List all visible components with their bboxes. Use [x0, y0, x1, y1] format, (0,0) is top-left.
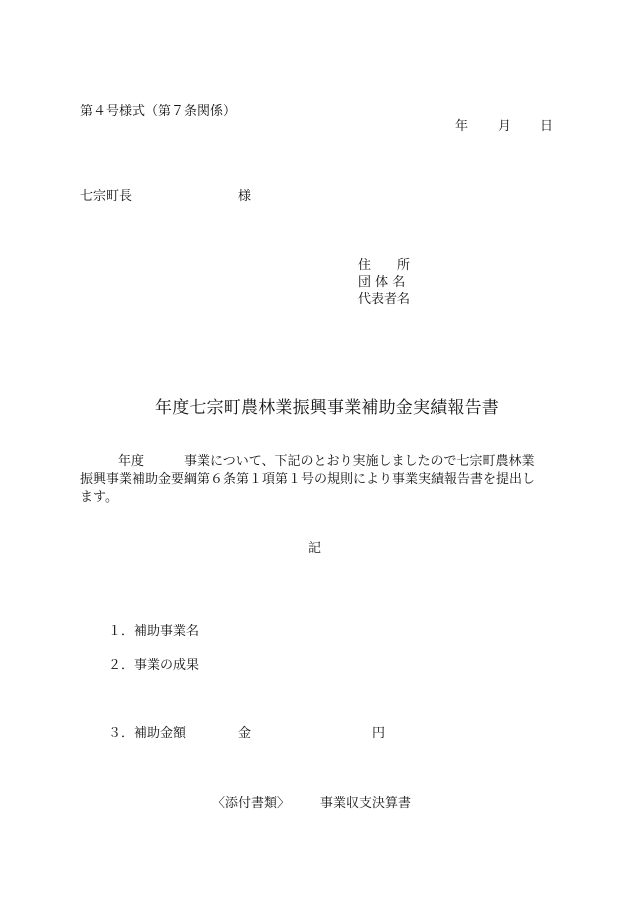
body-paragraph: [80, 453, 550, 507]
form-number: 第４号様式（第７条関係）: [80, 104, 237, 119]
applicant-representative-label: 代表者名: [358, 292, 411, 307]
body-year-label: 年度: [118, 454, 145, 469]
body-line-1: [80, 453, 550, 471]
body-line-3: ます。: [80, 490, 118, 505]
attachments-value: 事業収支決算書: [320, 796, 412, 811]
document-title: 年度七宗町農林業振興事業補助金実績報告書: [155, 398, 499, 418]
item-subsidy-amount: ３．補助金額: [108, 726, 187, 741]
amount-prefix: 金: [238, 726, 252, 741]
ki-marker: 記: [308, 541, 322, 556]
date-month-label: 月: [498, 119, 512, 134]
body-line1-text: 事業について、下記のとおり実施しましたので七宗町農林業: [184, 454, 535, 469]
applicant-group-label: 団 体 名: [358, 275, 406, 290]
amount-suffix: 円: [372, 726, 386, 741]
item-subsidy-project-name: １．補助事業名: [108, 624, 200, 639]
addressee-name: 七宗町長: [80, 189, 133, 204]
body-line-2: 振興事業補助金要綱第６条第１項第１号の規則により事業実績報告書を提出し: [80, 472, 536, 487]
attachments-label: 〈添付書類〉: [212, 796, 291, 811]
applicant-address-label: 住 所: [358, 258, 411, 273]
date-day-label: 日: [540, 119, 554, 134]
date-year-label: 年: [455, 119, 469, 134]
addressee-honorific: 様: [238, 189, 252, 204]
item-project-results: ２．事業の成果: [108, 658, 200, 673]
